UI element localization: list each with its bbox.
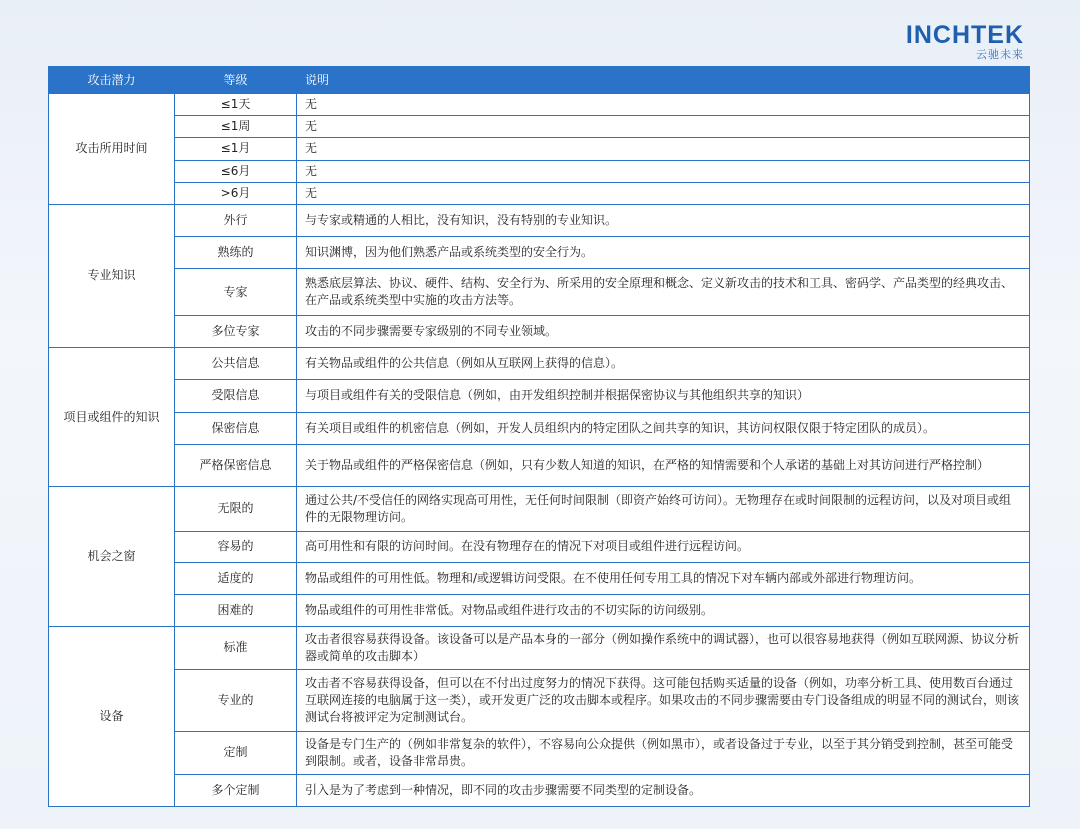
description-cell: 与专家或精通的人相比，没有知识，没有特别的专业知识。 bbox=[297, 204, 1030, 236]
level-cell: 保密信息 bbox=[175, 412, 297, 444]
description-cell: 设备是专门生产的（例如非常复杂的软件），不容易向公众提供（例如黑市），或者设备过于专业，以至于其分销受到控制，甚至可能受到限制。或者，设备非常昂贵。 bbox=[297, 732, 1030, 774]
description-cell: 攻击者不容易获得设备，但可以在不付出过度努力的情况下获得。这可能包括购买适量的设备（例如，功率分析工具、使用数百台通过互联网连接的电脑属于这一类），或开发更广泛的攻击脚本或程序。如果攻击的不同步骤需要由专门设备组成的明显不同的测试台，则该测试台将被评定为定制测试台。 bbox=[297, 669, 1030, 732]
description-cell: 引入是为了考虑到一种情况，即不同的攻击步骤需要不同类型的定制设备。 bbox=[297, 774, 1030, 806]
level-cell: 多位专家 bbox=[175, 315, 297, 347]
table-row bbox=[49, 732, 1030, 774]
level-cell: 适度的 bbox=[175, 562, 297, 594]
level-cell: 专家 bbox=[175, 269, 297, 315]
description-cell: 无 bbox=[297, 116, 1030, 138]
description-cell: 有关物品或组件的公共信息（例如从互联网上获得的信息）。 bbox=[297, 348, 1030, 380]
header-attack-potential: 攻击潜力 bbox=[49, 67, 175, 94]
level-cell: 多个定制 bbox=[175, 774, 297, 806]
category-cell: 专业知识 bbox=[49, 204, 175, 347]
header-level: 等级 bbox=[175, 67, 297, 94]
level-cell: 熟练的 bbox=[175, 237, 297, 269]
description-cell: 熟悉底层算法、协议、硬件、结构、安全行为、所采用的安全原理和概念、定义新攻击的技术和工具、密码学、产品类型的经典攻击、在产品或系统类型中实施的攻击方法等。 bbox=[297, 269, 1030, 315]
level-cell: 严格保密信息 bbox=[175, 444, 297, 486]
category-cell: 设备 bbox=[49, 627, 175, 807]
level-cell: 专业的 bbox=[175, 669, 297, 732]
table-header-row bbox=[49, 67, 1030, 94]
description-cell: 通过公共/不受信任的网络实现高可用性，无任何时间限制（即资产始终可访问）。无物理存在或时间限制的远程访问，以及对项目或组件的无限物理访问。 bbox=[297, 487, 1030, 531]
description-cell: 有关项目或组件的机密信息（例如，开发人员组织内的特定团队之间共享的知识，其访问权限仅限于特定团队的成员）。 bbox=[297, 412, 1030, 444]
level-cell: ≤1周 bbox=[175, 116, 297, 138]
category-cell: 机会之窗 bbox=[49, 487, 175, 627]
table-row bbox=[49, 412, 1030, 444]
table-row bbox=[49, 182, 1030, 204]
table-row bbox=[49, 348, 1030, 380]
table-row bbox=[49, 444, 1030, 486]
level-cell: 受限信息 bbox=[175, 380, 297, 412]
description-cell: 攻击的不同步骤需要专家级别的不同专业领域。 bbox=[297, 315, 1030, 347]
table-row bbox=[49, 315, 1030, 347]
level-cell: 容易的 bbox=[175, 531, 297, 562]
description-cell: 无 bbox=[297, 138, 1030, 160]
description-cell: 无 bbox=[297, 94, 1030, 116]
table-row bbox=[49, 204, 1030, 236]
logo-wordmark: INCHTEK bbox=[905, 21, 1024, 49]
table-row bbox=[49, 531, 1030, 562]
description-cell: 无 bbox=[297, 182, 1030, 204]
description-cell: 知识渊博，因为他们熟悉产品或系统类型的安全行为。 bbox=[297, 237, 1030, 269]
table-row bbox=[49, 269, 1030, 315]
level-cell: 外行 bbox=[175, 204, 297, 236]
level-cell: ≤6月 bbox=[175, 160, 297, 182]
level-cell: 定制 bbox=[175, 732, 297, 774]
table-row bbox=[49, 669, 1030, 732]
description-cell: 无 bbox=[297, 160, 1030, 182]
level-cell: 无限的 bbox=[175, 487, 297, 531]
table-row bbox=[49, 380, 1030, 412]
category-cell: 项目或组件的知识 bbox=[49, 348, 175, 487]
description-cell: 与项目或组件有关的受限信息（例如，由开发组织控制并根据保密协议与其他组织共享的知识） bbox=[297, 380, 1030, 412]
table-row bbox=[49, 237, 1030, 269]
attack-potential-table bbox=[48, 66, 1030, 807]
description-cell: 高可用性和有限的访问时间。在没有物理存在的情况下对项目或组件进行远程访问。 bbox=[297, 531, 1030, 562]
table-row bbox=[49, 562, 1030, 594]
logo-subtitle: 云驰未来 bbox=[976, 48, 1024, 61]
level-cell: 困难的 bbox=[175, 595, 297, 627]
table-row bbox=[49, 487, 1030, 531]
table-row bbox=[49, 627, 1030, 669]
category-cell: 攻击所用时间 bbox=[49, 94, 175, 205]
table-row bbox=[49, 116, 1030, 138]
description-cell: 物品或组件的可用性低。物理和/或逻辑访问受限。在不使用任何专用工具的情况下对车辆内部或外部进行物理访问。 bbox=[297, 562, 1030, 594]
table-row bbox=[49, 94, 1030, 116]
level-cell: ≤1天 bbox=[175, 94, 297, 116]
table-row bbox=[49, 774, 1030, 806]
description-cell: 物品或组件的可用性非常低。对物品或组件进行攻击的不切实际的访问级别。 bbox=[297, 595, 1030, 627]
brand-logo bbox=[906, 22, 1024, 61]
table-row bbox=[49, 595, 1030, 627]
table-row bbox=[49, 138, 1030, 160]
level-cell: >6月 bbox=[175, 182, 297, 204]
level-cell: 标准 bbox=[175, 627, 297, 669]
table-row bbox=[49, 160, 1030, 182]
level-cell: 公共信息 bbox=[175, 348, 297, 380]
description-cell: 关于物品或组件的严格保密信息（例如，只有少数人知道的知识，在严格的知情需要和个人承诺的基础上对其访问进行严格控制） bbox=[297, 444, 1030, 486]
level-cell: ≤1月 bbox=[175, 138, 297, 160]
description-cell: 攻击者很容易获得设备。该设备可以是产品本身的一部分（例如操作系统中的调试器），也可以很容易地获得（例如互联网源、协议分析器或简单的攻击脚本） bbox=[297, 627, 1030, 669]
header-description: 说明 bbox=[297, 67, 1030, 94]
